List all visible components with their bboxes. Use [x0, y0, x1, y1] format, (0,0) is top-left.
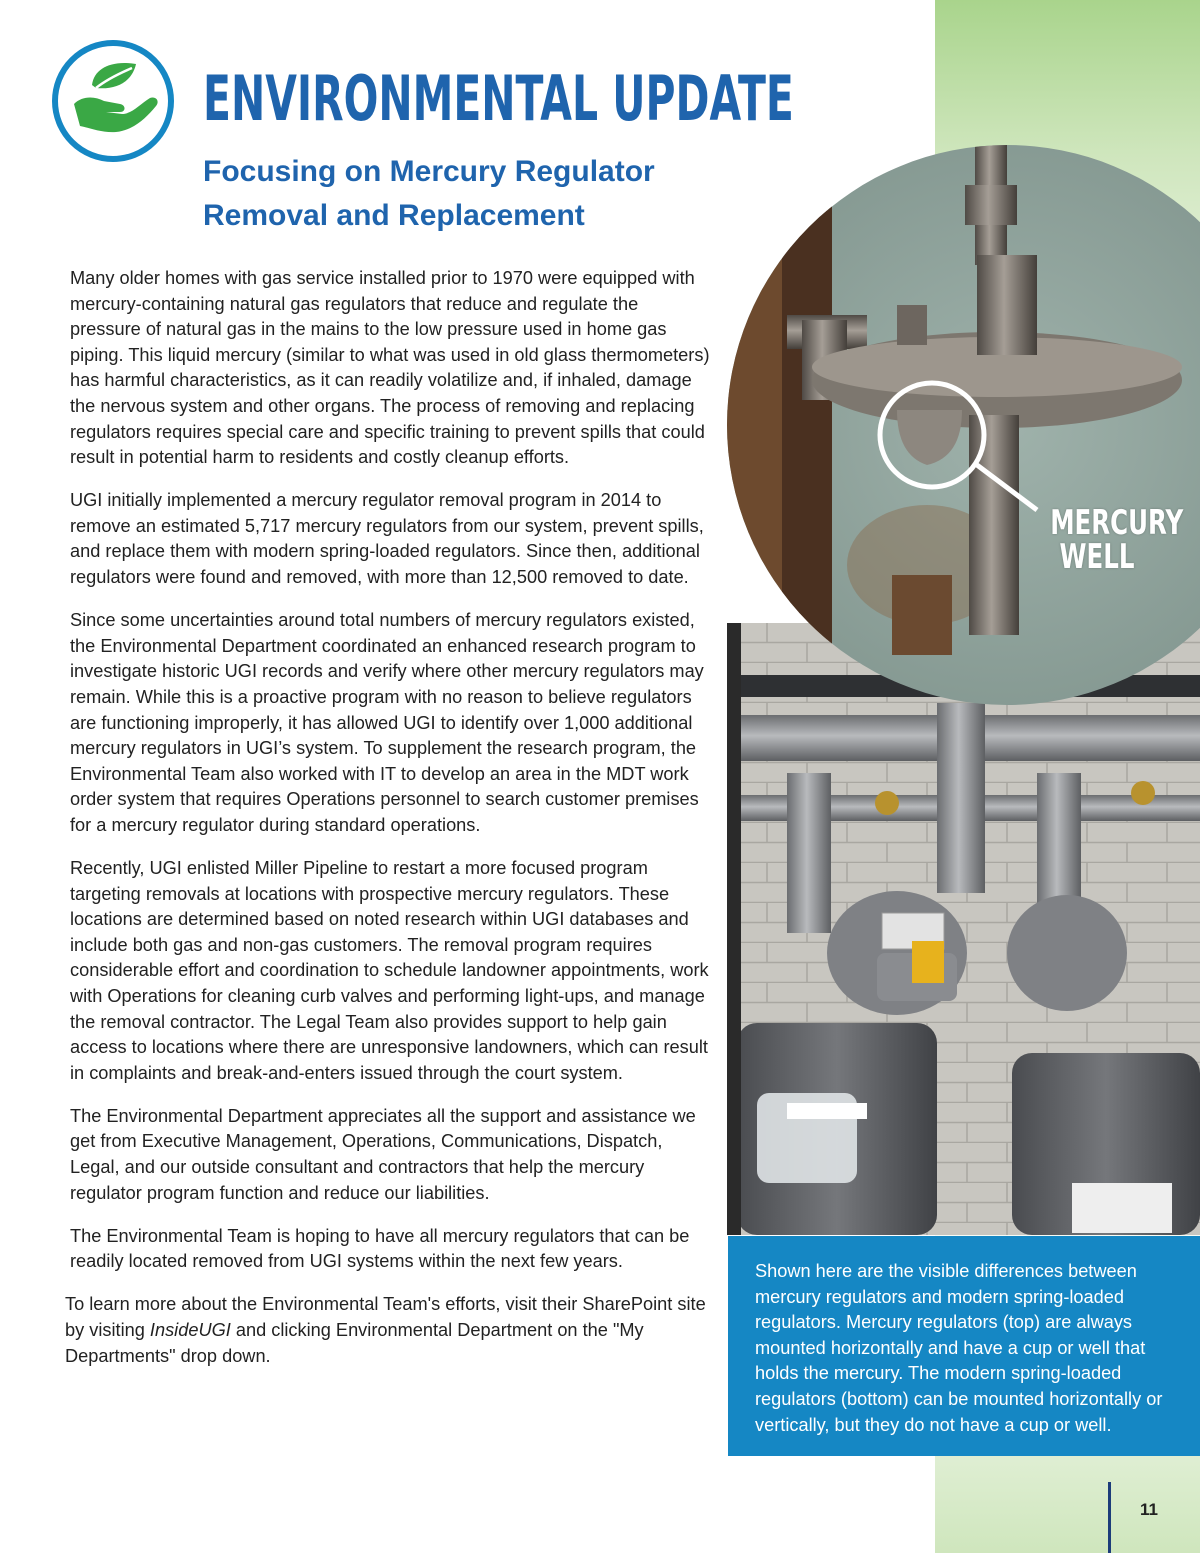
paragraph: Many older homes with gas service installed prior to 1970 were equipped with mercury-containing natural gas regulators that reduce and regulate the pressure of natural gas in the mains to the low pressure used in home gas piping. This liquid mercury (similar to what was used in old glass thermometers) has harmful characteristics, as it can readily volatilize and, if inhaled, damage the nervous system and other organs. The process of removing and replacing regulators requires special care and specific training to prevent spills that could result in potential harm to residents and costly cleanup efforts.: [70, 268, 710, 468]
paragraph: UGI initially implemented a mercury regulator removal program in 2014 to remove an estimated 5,717 mercury regulators from our system, prevent spills, and replace them with modern spring-loaded regulators. Since then, additional regulators were found and removed, with more than 12,500 removed to date.: [70, 490, 704, 588]
mercury-label-line1: MERCURY: [1050, 503, 1184, 543]
closing-text-before: To learn more about the Environmental Team's efforts, visit their SharePoint site by visiting: [65, 1294, 706, 1340]
article-body: [65, 266, 710, 1387]
paragraph: The Environmental Team is hoping to have all mercury regulators that can be readily located removed from UGI systems within the next few years.: [70, 1225, 690, 1272]
closing-text-after: and clicking Environmental Department on the "My Departments" drop down.: [65, 1319, 644, 1366]
page-number: 11: [1140, 1500, 1158, 1519]
hand-with-leaf-icon: [50, 38, 176, 164]
closing-paragraph: [65, 1292, 710, 1369]
mercury-well-label: [1050, 503, 1184, 577]
page-title: ENVIRONMENTAL UPDATE: [203, 62, 794, 135]
mercury-label-line2: WELL: [1059, 537, 1135, 577]
paragraph: Since some uncertainties around total numbers of mercury regulators existed, the Environmental Department coordinated an enhanced research program to investigate historic UGI records and verify where other mercury regulators may remain. While this is a proactive program with no reason to believe regulators are functioning improperly, it has allowed UGI to identify over 1,000 additional mercury regulators in UGI’s system. To supplement the research program, the Environmental Team also worked with IT to develop an area in the MDT work order system that requires Operations personnel to search customer premises for a mercury regulator during standard operations.: [70, 610, 704, 835]
mercury-regulator-photo: [727, 145, 1200, 705]
paragraph: The Environmental Department appreciates all the support and assistance we get from Executive Management, Operations, Communications, Dispatch, Legal, and our outside consultant and contractors that help the mercury regulator program function and reduce our liabilities.: [70, 1105, 696, 1203]
photo-caption: Shown here are the visible differences between mercury regulators and modern spring-loaded regulators. Mercury regulators (top) are always mounted horizontally and have a cup or well that holds the mercury. The modern spring-loaded regulators (bottom) can be mounted horizontally or vertically, but they do not have a cup or well.: [728, 1236, 1200, 1456]
spring-loaded-regulators-photo: [727, 623, 1200, 1235]
page-subtitle: Focusing on Mercury Regulator Removal and Replacement: [203, 155, 655, 232]
paragraph: Recently, UGI enlisted Miller Pipeline to restart a more focused program targeting removals at locations with prospective mercury regulators. These locations are determined based on noted research within UGI databases and include both gas and non-gas customers. The removal program requires considerable effort and coordination to schedule landowner appointments, work with Operations for cleaning curb valves and performing light-ups, and manage the removal contractor. The Legal Team also provides support to help gain access to locations where there are unresponsive landowners, which can result in complaints and break-and-enters issued through the court system.: [70, 857, 709, 1083]
insideugi-link[interactable]: InsideUGI: [149, 1319, 231, 1340]
page-number-rule: [1108, 1482, 1111, 1553]
